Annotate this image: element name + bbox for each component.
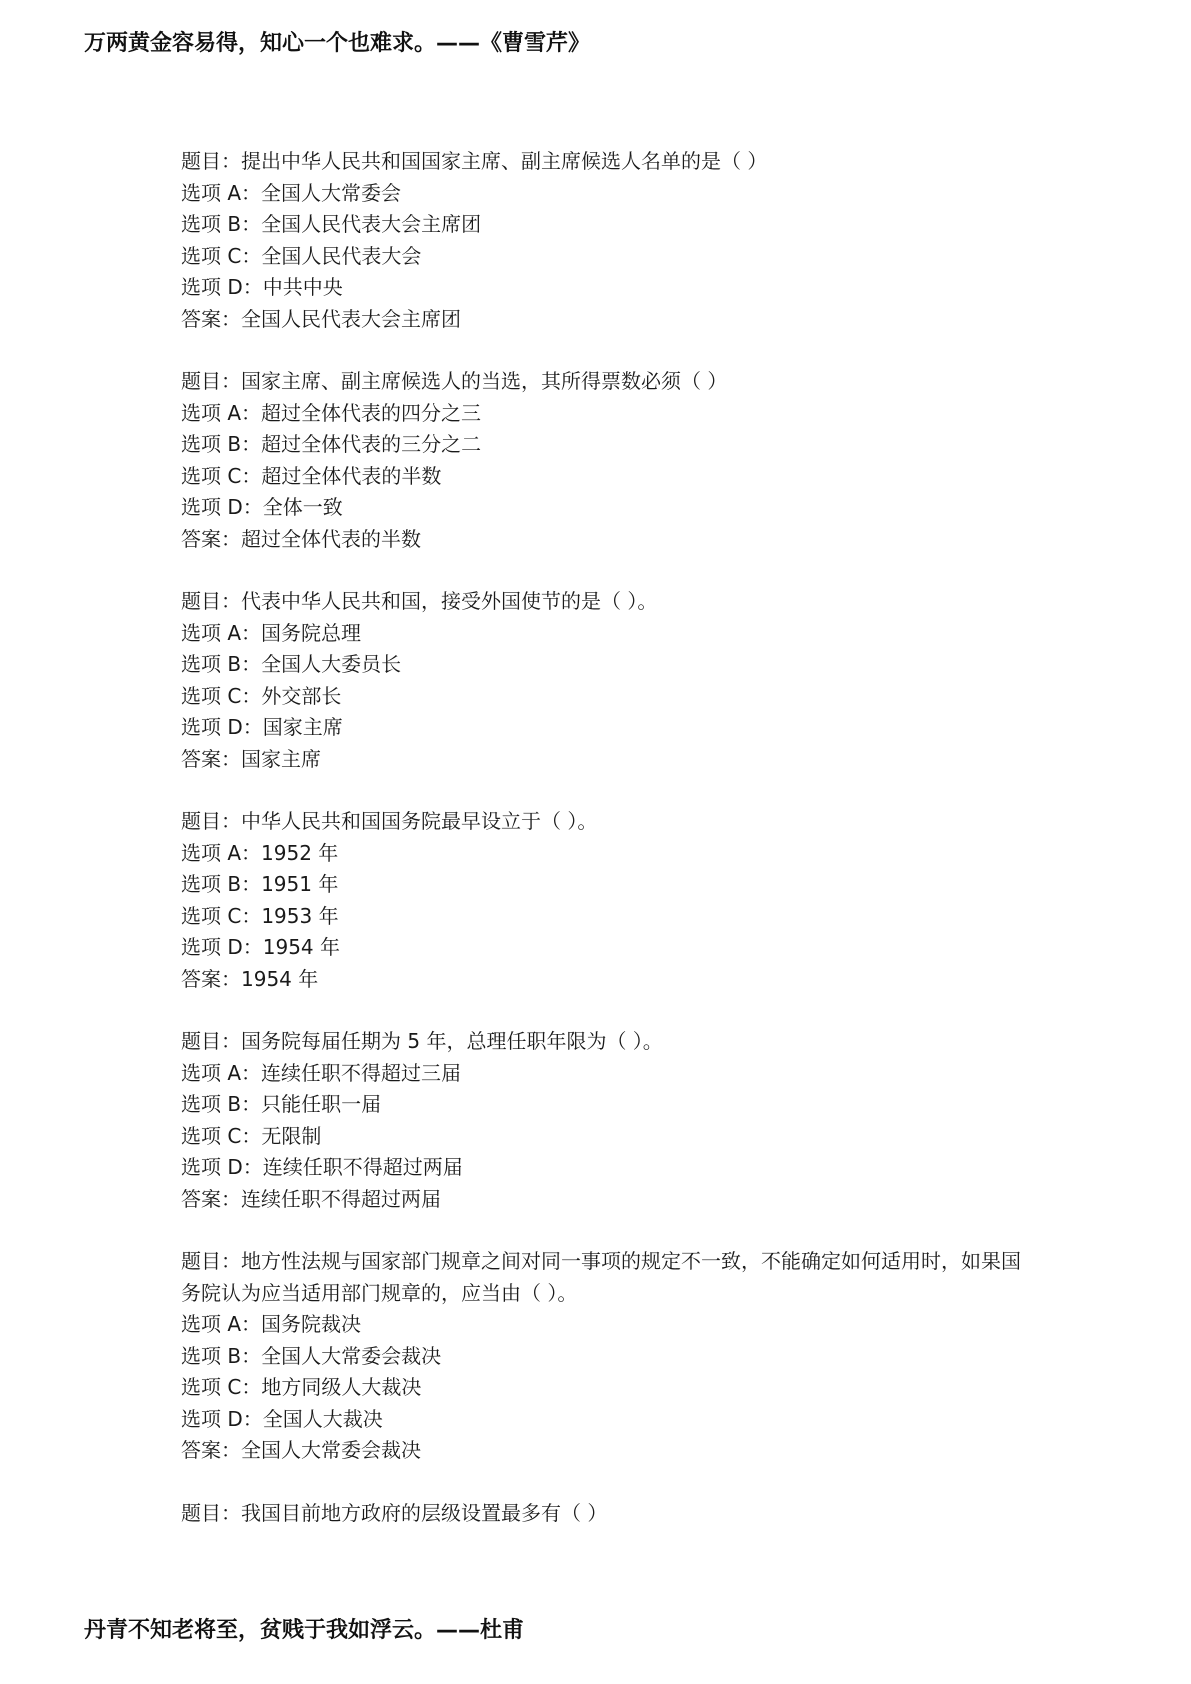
option-d: 选项 D：国家主席: [181, 715, 343, 739]
option-d: 选项 D：全国人大裁决: [181, 1406, 383, 1431]
option-d: 选项 D：1954 年: [181, 935, 341, 959]
option-b: 选项 B：超过全体代表的三分之二: [181, 432, 482, 456]
question-text: 题目：国家主席、副主席候选人的当选，其所得票数必须（ ）: [181, 369, 728, 393]
option-c: 选项 C：外交部长: [181, 683, 342, 708]
question-text: 题目：提出中华人民共和国国家主席、副主席候选人名单的是（ ）: [181, 149, 768, 173]
answer-text: 答案：1954 年: [181, 966, 319, 991]
question-text: 题目：代表中华人民共和国，接受外国使节的是（ ）。: [181, 589, 658, 613]
option-c: 选项 C：地方同级人大裁决: [181, 1375, 422, 1399]
option-a: 选项 A：国务院总理: [181, 620, 362, 645]
option-d: 选项 D：连续任职不得超过两届: [181, 1155, 463, 1179]
option-c: 选项 C：超过全体代表的半数: [181, 463, 442, 488]
answer-text: 答案：全国人大常委会裁决: [181, 1438, 421, 1462]
option-b: 选项 B：全国人大委员长: [181, 652, 402, 676]
question-text: 题目：中华人民共和国国务院最早设立于（ ）。: [181, 809, 598, 833]
footer-quote: 丹青不知老将至，贫贱于我如浮云。——杜甫: [84, 1618, 525, 1643]
option-c: 选项 C：无限制: [181, 1123, 322, 1148]
answer-text: 答案：国家主席: [181, 746, 321, 771]
question-list: [181, 146, 1041, 1560]
question-block: [181, 146, 1041, 335]
option-a: 选项 A：超过全体代表的四分之三: [181, 400, 482, 425]
header-quote: 万两黄金容易得，知心一个也难求。——《曹雪芹》: [84, 31, 591, 56]
option-d: 选项 D：中共中央: [181, 275, 343, 299]
option-c: 选项 C：全国人民代表大会: [181, 243, 422, 268]
option-b: 选项 B：1951 年: [181, 872, 339, 896]
option-a: 选项 A：连续任职不得超过三届: [181, 1060, 462, 1085]
question-block: [181, 1246, 1041, 1467]
question-block: [181, 366, 1041, 555]
question-text: 题目：地方性法规与国家部门规章之间对同一事项的规定不一致，不能确定如何适用时，如果国务院认为应当适用部门规章的，应当由（ ）。: [181, 1249, 1021, 1305]
option-b: 选项 B：全国人民代表大会主席团: [181, 212, 482, 236]
question-block: [181, 806, 1041, 995]
answer-text: 答案：全国人民代表大会主席团: [181, 306, 461, 331]
answer-text: 答案：连续任职不得超过两届: [181, 1186, 441, 1211]
option-b: 选项 B：只能任职一届: [181, 1092, 382, 1116]
question-block: [181, 1026, 1041, 1215]
option-d: 选项 D：全体一致: [181, 495, 343, 519]
answer-text: 答案：超过全体代表的半数: [181, 526, 421, 551]
option-b: 选项 B：全国人大常委会裁决: [181, 1343, 442, 1368]
option-c: 选项 C：1953 年: [181, 903, 339, 928]
option-a: 选项 A：1952 年: [181, 840, 339, 865]
question-text: 题目：国务院每届任期为 5 年，总理任职年限为（ ）。: [181, 1029, 663, 1053]
question-text: 题目：我国目前地方政府的层级设置最多有（ ）: [181, 1500, 608, 1525]
option-a: 选项 A：全国人大常委会: [181, 180, 402, 205]
question-block: [181, 1498, 1041, 1530]
option-a: 选项 A：国务院裁决: [181, 1312, 362, 1336]
question-block: [181, 586, 1041, 775]
